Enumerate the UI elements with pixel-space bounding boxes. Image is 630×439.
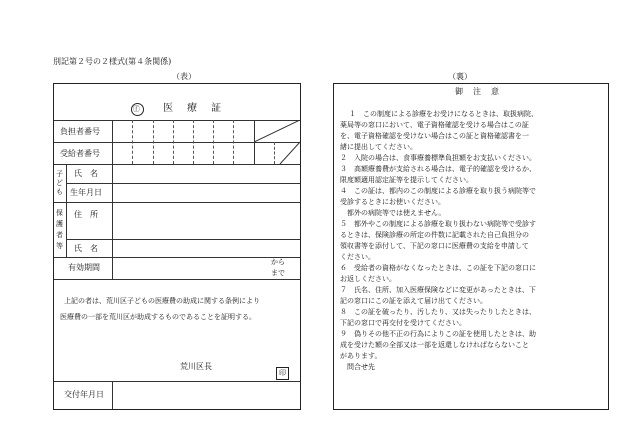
- note-line: 緒に提出してください。: [340, 143, 417, 151]
- note-line: ２ 入院の場合は、食事療養標準負担額をお支払いください。: [340, 154, 536, 162]
- notes-title: 御 注 意: [455, 87, 500, 96]
- from-label: から: [271, 258, 285, 266]
- note-line: ください。: [340, 253, 375, 261]
- certification-line-1: 上記の者は、荒川区子どもの医療費の助成に関する条例により: [64, 297, 260, 305]
- guardian-name-label: 氏 名: [74, 244, 98, 253]
- note-line: を、電子資格確認を受けない場合はこの証と資格確認書を一: [340, 132, 529, 140]
- back-side-label: （裏）: [448, 72, 472, 81]
- note-line: があります。: [340, 352, 382, 360]
- note-line: ６ 受給者の資格がなくなったときは、この証を下記の窓口に: [340, 264, 536, 272]
- child-name-label: 氏 名: [74, 169, 98, 178]
- note-line: ３ 高額療養費が支給される場合は、電子的確認を受けるか、: [340, 165, 536, 173]
- note-line: １ この制度による診療をお受けになるときは、取扱病院、: [349, 110, 538, 118]
- diagonal-strike: [254, 120, 300, 164]
- note-line: ７ 氏名、住所、加入医療保険などに変更があったときは、下: [340, 286, 536, 294]
- until-label: まで: [271, 269, 285, 277]
- note-line: 領収書等を添付して、下記の窓口に医療費の支給を申請して: [340, 242, 529, 250]
- form-header: 別記第２号の２様式(第４条関係): [53, 57, 172, 66]
- note-line: お返しください。: [340, 275, 396, 283]
- issuer-label: 荒川区長: [180, 362, 212, 371]
- title-circle-mark: ⓕ: [131, 103, 144, 116]
- card-title-text: 医 療 証: [163, 103, 224, 114]
- note-line: ５ 都外やこの制度による診療を取り扱わない病院等で受診す: [340, 220, 536, 228]
- valid-period-label: 有効期間: [68, 263, 100, 272]
- birth-date-label: 生年月日: [70, 188, 102, 197]
- note-line: 記の窓口にこの証を添えて届け出てください。: [340, 297, 487, 305]
- note-line: 薬局等の窓口において、電子資格確認を受ける場合はこの証: [340, 121, 529, 129]
- seal-mark: 印: [276, 360, 289, 380]
- contact-label: 問合せ先: [340, 363, 375, 371]
- note-line: 受診するときにお使いください。: [340, 198, 445, 206]
- note-line: ８ この証を破ったり、汚したり、又は失ったりしたときは、: [340, 308, 536, 316]
- note-line: ４ この証は、都内のこの制度による診療を取り扱う病院等で: [340, 187, 536, 195]
- note-line: るときは、保険診療の所定の件数に記載された自己負担分の: [340, 231, 529, 239]
- note-line: 下記の窓口で再交付を受けてください。: [340, 319, 466, 327]
- recipient-number-label: 受給者番号: [60, 149, 100, 158]
- issue-date-label: 交付年月日: [64, 390, 104, 399]
- insurer-number-label: 負担者番号: [60, 127, 100, 136]
- guardian-group-label: 保護者等: [56, 209, 63, 250]
- card-title: [54, 99, 300, 116]
- note-line: ９ 偽りその他不正の行為によりこの証を使用したときは、助: [340, 330, 536, 338]
- front-side-label: （表）: [172, 72, 196, 81]
- child-group-label: 子ども: [56, 170, 63, 196]
- note-line: 成を受けた額の全部又は一部を返還しなければならないこと: [340, 341, 529, 349]
- address-label: 住 所: [74, 210, 98, 219]
- front-card: [53, 83, 301, 410]
- certification-line-2: 医療費の一部を荒川区が助成するものであることを証明する。: [60, 313, 256, 321]
- note-line: 都外の病院等では使えません。: [340, 209, 446, 217]
- note-line: 限度額適用認定証等を提示してください。: [340, 176, 473, 184]
